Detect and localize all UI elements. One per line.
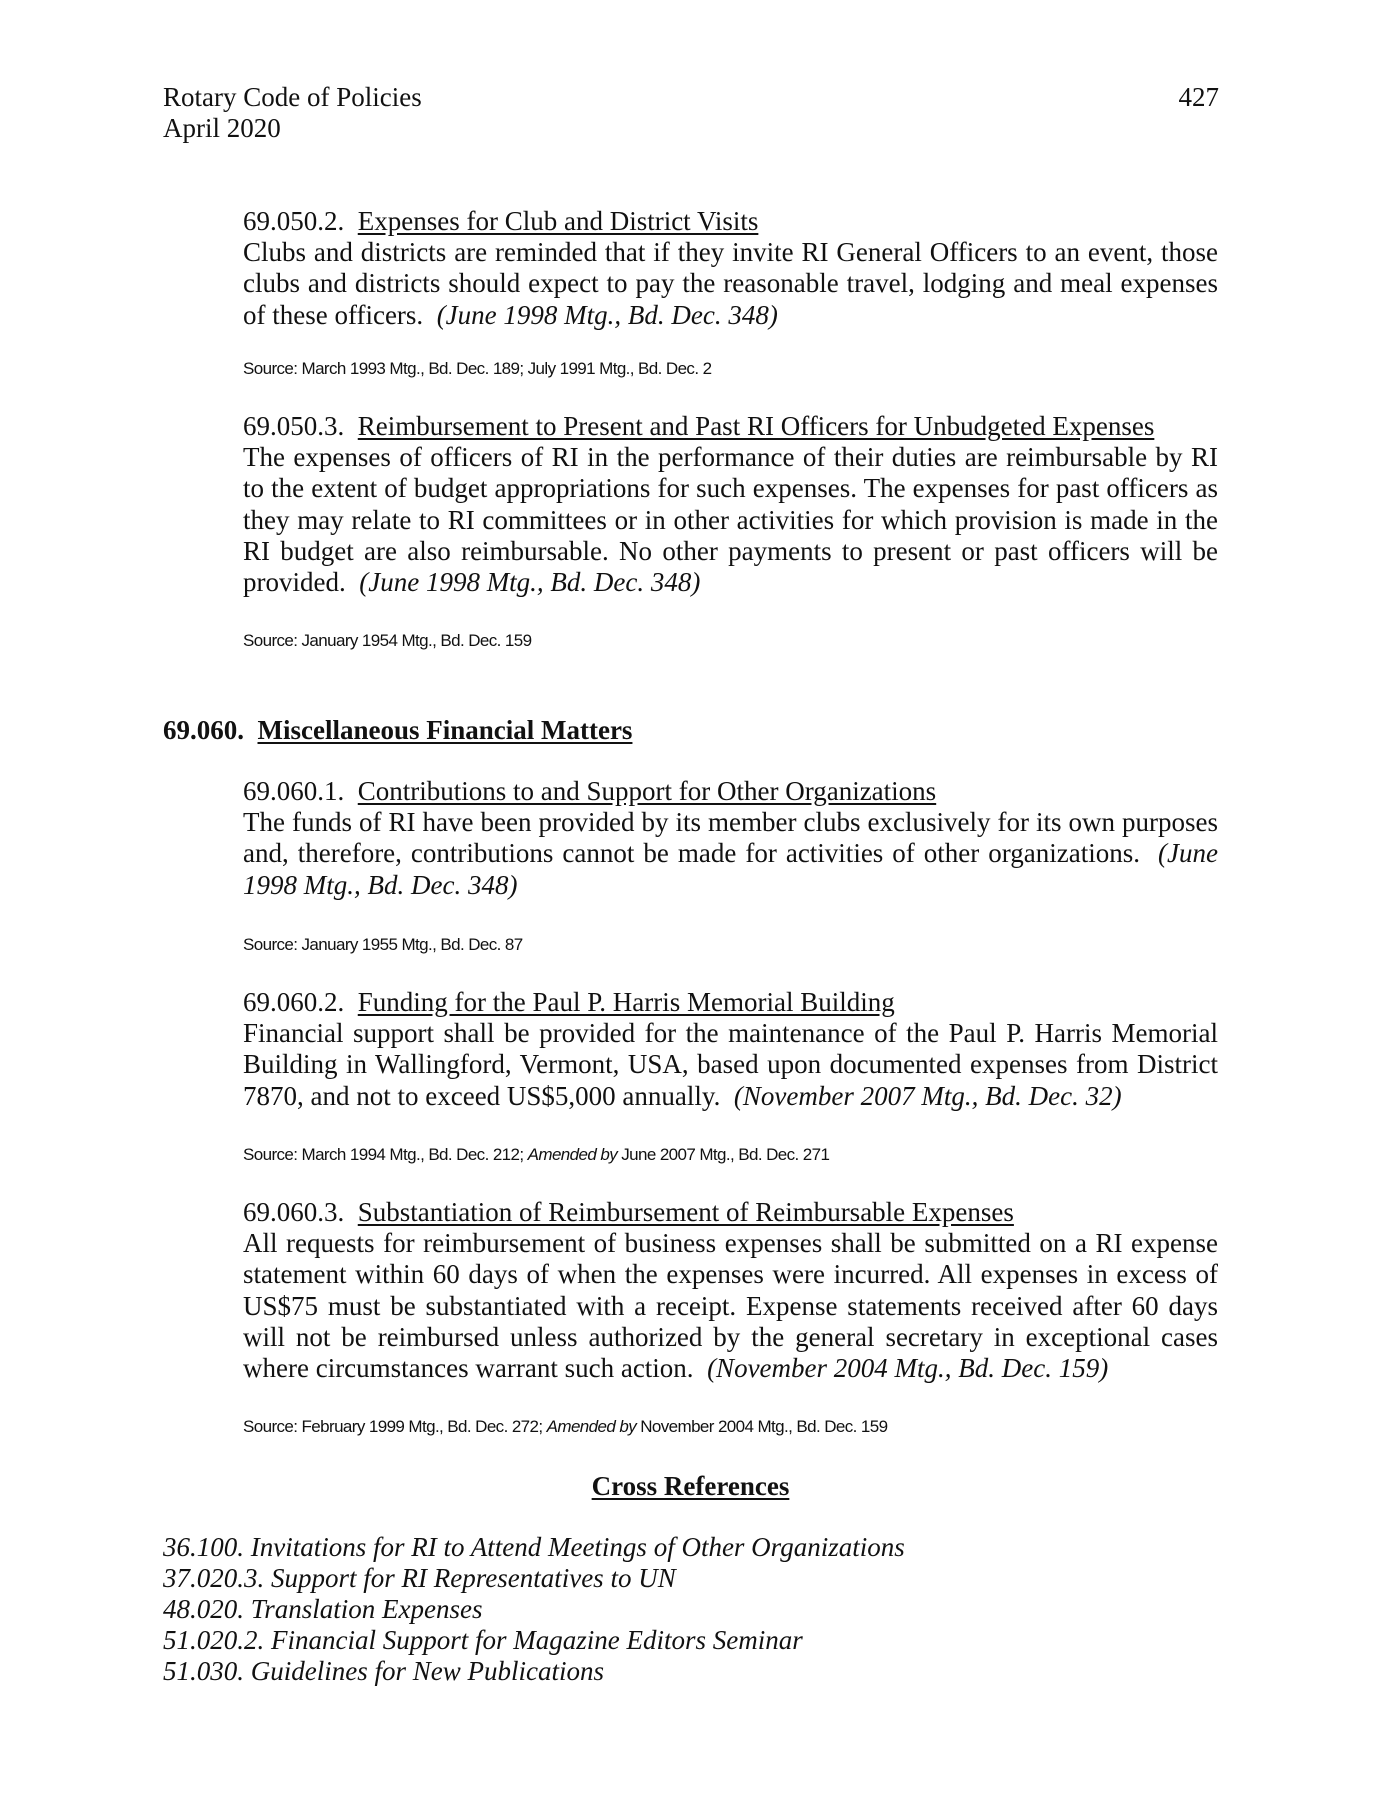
- section-citation: (November 2007 Mtg., Bd. Dec. 32): [733, 1080, 1122, 1111]
- section-69-060-1: [243, 776, 1218, 901]
- section-citation: (November 2004 Mtg., Bd. Dec. 159): [707, 1353, 1109, 1384]
- heading-number: 69.060.: [163, 715, 244, 745]
- source-text: Source: February 1999 Mtg., Bd. Dec. 272;: [243, 1417, 547, 1436]
- section-number: 69.060.3.: [243, 1197, 345, 1227]
- cross-reference-item: 37.020.3. Support for RI Representatives to UN: [163, 1563, 676, 1593]
- section-title: Reimbursement to Present and Past RI Officers for Unbudgeted Expenses: [357, 411, 1155, 441]
- section-body: Clubs and districts are reminded that if they invite RI General Officers to an event, those clubs and districts should expect to pay the reasonable travel, lodging and meal expenses of these officers.: [243, 237, 1218, 330]
- section-number: 69.050.3.: [243, 411, 345, 441]
- source-note: [243, 935, 523, 955]
- section-citation: (June 1998 Mtg., Bd. Dec. 348): [243, 838, 1218, 900]
- document-title: Rotary Code of Policies: [163, 82, 422, 112]
- source-note: [243, 359, 711, 379]
- section-title: Expenses for Club and District Visits: [357, 206, 759, 236]
- cross-references-list: [163, 1532, 905, 1687]
- source-text: Source: March 1993 Mtg., Bd. Dec. 189; July 1991 Mtg., Bd. Dec. 2: [243, 359, 712, 378]
- section-citation: (June 1998 Mtg., Bd. Dec. 348): [436, 299, 778, 330]
- section-number: 69.050.2.: [243, 206, 345, 236]
- section-number: 69.060.2.: [243, 987, 345, 1017]
- section-69-050-2: [243, 206, 1218, 331]
- cross-reference-item: 51.030. Guidelines for New Publications: [163, 1656, 604, 1686]
- section-citation: (June 1998 Mtg., Bd. Dec. 348): [359, 567, 701, 598]
- amended-label: Amended by: [546, 1417, 637, 1436]
- section-title: Funding for the Paul P. Harris Memorial Building: [357, 987, 895, 1017]
- page-number: 427: [1178, 82, 1219, 112]
- section-69-050-3: [243, 411, 1218, 598]
- source-note: [243, 631, 531, 651]
- section-title: Contributions to and Support for Other Organizations: [357, 776, 937, 806]
- source-text: Source: March 1994 Mtg., Bd. Dec. 212;: [243, 1145, 528, 1164]
- heading-title: Miscellaneous Financial Matters: [257, 715, 633, 745]
- cross-references-title: Cross References: [591, 1471, 790, 1501]
- source-note: [243, 1145, 829, 1165]
- section-title: Substantiation of Reimbursement of Reimbursable Expenses: [357, 1197, 1014, 1227]
- amended-text: June 2007 Mtg., Bd. Dec. 271: [617, 1145, 830, 1164]
- cross-references-heading: [0, 1471, 1391, 1502]
- source-text: Source: January 1954 Mtg., Bd. Dec. 159: [243, 631, 532, 650]
- section-69-060-3: [243, 1197, 1218, 1384]
- source-note: [243, 1417, 888, 1437]
- section-body: The funds of RI have been provided by its member clubs exclusively for its own purposes and, therefore, contributions cannot be made for activities of other organizations.: [243, 807, 1218, 869]
- amended-text: November 2004 Mtg., Bd. Dec. 159: [636, 1417, 888, 1436]
- cross-reference-item: 36.100. Invitations for RI to Attend Meetings of Other Organizations: [163, 1532, 905, 1562]
- section-number: 69.060.1.: [243, 776, 345, 806]
- source-text: Source: January 1955 Mtg., Bd. Dec. 87: [243, 935, 523, 954]
- section-body: All requests for reimbursement of business expenses shall be submitted on a RI expense statement within 60 days of when the expenses were incurred. All expenses in excess of US$75 must be substantiated with a receipt. Expense statements received after 60 days will not be reimbursed unless authorized by the general secretary in exceptional cases where circumstances warrant such action.: [243, 1228, 1218, 1384]
- document-date: April 2020: [163, 113, 281, 143]
- section-69-060-2: [243, 987, 1218, 1112]
- amended-label: Amended by: [527, 1145, 618, 1164]
- section-heading-69-060: [163, 715, 632, 746]
- page-header: [163, 82, 422, 144]
- cross-reference-item: 48.020. Translation Expenses: [163, 1594, 483, 1624]
- cross-reference-item: 51.020.2. Financial Support for Magazine Editors Seminar: [163, 1625, 803, 1655]
- section-body: The expenses of officers of RI in the performance of their duties are reimbursable by RI to the extent of budget appropriations for such expenses. The expenses for past officers as they may relate to RI committees or in other activities for which provision is made in the RI budget are also reimbursable. No other payments to present or past officers will be provided.: [243, 442, 1218, 598]
- section-body: Financial support shall be provided for the maintenance of the Paul P. Harris Memorial Building in Wallingford, Vermont, USA, based upon documented expenses from District 7870, and not to exceed US$5,000 annually.: [243, 1018, 1218, 1111]
